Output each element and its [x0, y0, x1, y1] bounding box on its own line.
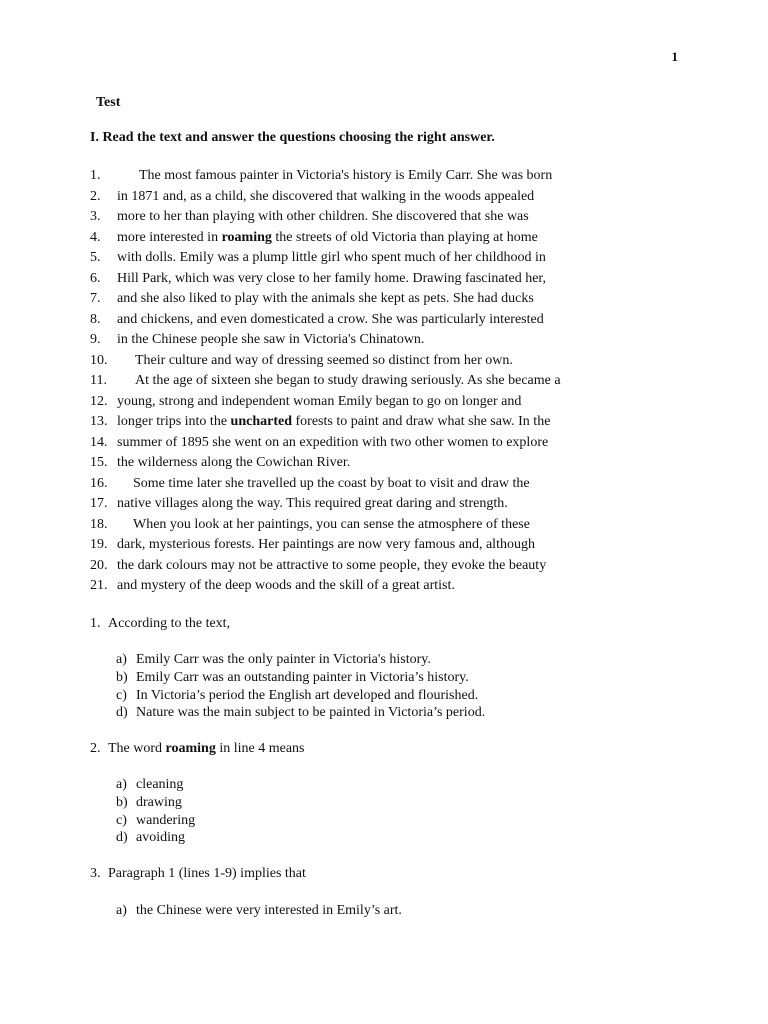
line-number: 21.: [90, 578, 108, 593]
option-letter: c): [116, 687, 127, 703]
line-text: the wilderness along the Cowichan River.: [117, 455, 351, 470]
passage-line: [90, 330, 710, 351]
passage-line: [90, 474, 710, 495]
line-text: and mystery of the deep woods and the skill of a great artist.: [117, 578, 455, 593]
line-text: At the age of sixteen she began to study drawing seriously. As she became a: [135, 373, 561, 388]
answer-option-a[interactable]: [116, 776, 195, 794]
option-letter: a): [116, 903, 127, 918]
test-title: Test: [96, 95, 121, 110]
option-letter: a): [116, 777, 127, 792]
option-letter: b): [116, 794, 128, 810]
line-number: 14.: [90, 434, 108, 450]
page-number: 1: [671, 49, 678, 64]
line-number: 12.: [90, 393, 108, 409]
passage-line: [90, 494, 710, 515]
option-letter: c): [116, 812, 127, 828]
question-text: The word roaming in line 4 means: [108, 741, 305, 756]
option-text: avoiding: [136, 830, 185, 846]
line-text: more interested in roaming the streets of old Victoria than playing at home: [117, 229, 538, 245]
bold-word-roaming: roaming: [165, 741, 216, 756]
line-number: 16.: [90, 475, 108, 491]
passage-line: [90, 535, 710, 556]
question-3-options: [116, 902, 402, 920]
answer-option-a[interactable]: [116, 651, 485, 669]
answer-option-c[interactable]: [116, 687, 485, 705]
line-number: 5.: [90, 250, 101, 265]
option-letter: a): [116, 652, 127, 667]
line-number: 10.: [90, 352, 108, 368]
passage-line: [90, 166, 710, 187]
answer-option-b[interactable]: [116, 669, 485, 687]
line-number: 15.: [90, 455, 108, 470]
line-text: young, strong and independent woman Emily began to go on longer and: [117, 393, 522, 409]
line-number: 4.: [90, 229, 101, 245]
question-number: 2.: [90, 741, 101, 756]
option-text: Nature was the main subject to be painted in Victoria’s period.: [136, 705, 486, 721]
passage-line: [90, 392, 710, 413]
passage-line: [90, 576, 710, 597]
line-text: The most famous painter in Victoria's history is Emily Carr. She was born: [139, 168, 553, 183]
option-text: drawing: [136, 794, 182, 810]
passage-line: [90, 556, 710, 577]
option-letter: b): [116, 669, 128, 685]
reading-passage: [90, 166, 710, 597]
line-text: Hill Park, which was very close to her family home. Drawing fascinated her,: [117, 270, 547, 286]
line-number: 17.: [90, 496, 108, 511]
line-text: Their culture and way of dressing seemed so distinct from her own.: [135, 352, 513, 368]
question-2-options: [116, 776, 195, 847]
question-text: According to the text,: [108, 616, 231, 631]
option-text: Emily Carr was the only painter in Victoria's history.: [136, 652, 431, 667]
option-text: cleaning: [136, 777, 184, 792]
line-number: 1.: [90, 168, 101, 183]
line-text: summer of 1895 she went on an expedition with two other women to explore: [117, 434, 549, 450]
passage-line: [90, 371, 710, 392]
passage-line: [90, 187, 710, 208]
line-text: with dolls. Emily was a plump little girl who spent much of her childhood in: [117, 250, 546, 265]
option-letter: d): [116, 705, 128, 721]
line-text: dark, mysterious forests. Her paintings are now very famous and, although: [117, 537, 535, 552]
passage-line: [90, 433, 710, 454]
line-text: When you look at her paintings, you can sense the atmosphere of these: [133, 516, 530, 532]
line-number: 13.: [90, 414, 108, 429]
passage-line: [90, 310, 710, 331]
answer-option-d[interactable]: [116, 704, 485, 722]
line-number: 19.: [90, 537, 108, 552]
line-text: in the Chinese people she saw in Victoria's Chinatown.: [117, 332, 425, 347]
answer-option-b[interactable]: [116, 794, 195, 812]
line-number: 2.: [90, 188, 101, 204]
line-text: and she also liked to play with the animals she kept as pets. She had ducks: [117, 291, 534, 306]
question-number: 1.: [90, 616, 101, 631]
line-number: 6.: [90, 270, 101, 286]
answer-option-a[interactable]: [116, 902, 402, 920]
question-1-options: [116, 651, 485, 722]
line-text: native villages along the way. This required great daring and strength.: [117, 496, 508, 511]
option-text: wandering: [136, 812, 196, 828]
line-number: 20.: [90, 557, 108, 573]
option-text: In Victoria’s period the English art developed and flourished.: [136, 687, 479, 703]
bold-word-uncharted: uncharted: [230, 414, 292, 429]
option-text: Emily Carr was an outstanding painter in Victoria’s history.: [136, 669, 469, 685]
line-text: the dark colours may not be attractive to some people, they evoke the beauty: [117, 557, 547, 573]
line-number: 8.: [90, 311, 101, 327]
passage-line: [90, 453, 710, 474]
line-text: Some time later she travelled up the coast by boat to visit and draw the: [133, 475, 530, 491]
passage-line: [90, 289, 710, 310]
section-instruction: I. Read the text and answer the questions choosing the right answer.: [90, 130, 495, 145]
line-text: and chickens, and even domesticated a crow. She was particularly interested: [117, 311, 544, 327]
passage-line: [90, 269, 710, 290]
passage-line: [90, 207, 710, 228]
line-number: 9.: [90, 332, 101, 347]
question-number: 3.: [90, 866, 101, 881]
line-text: more to her than playing with other children. She discovered that she was: [117, 209, 529, 224]
line-text: longer trips into the uncharted forests to paint and draw what she saw. In the: [117, 414, 551, 429]
line-number: 11.: [90, 373, 107, 388]
passage-line: [90, 412, 710, 433]
passage-line: [90, 351, 710, 372]
question-text: Paragraph 1 (lines 1-9) implies that: [108, 866, 306, 881]
passage-line: [90, 248, 710, 269]
passage-line: [90, 515, 710, 536]
answer-option-d[interactable]: [116, 829, 195, 847]
line-number: 3.: [90, 209, 101, 224]
option-text: the Chinese were very interested in Emily’s art.: [136, 903, 402, 918]
line-text: in 1871 and, as a child, she discovered that walking in the woods appealed: [117, 188, 535, 204]
question-1: [90, 616, 230, 632]
passage-line: [90, 228, 710, 249]
answer-option-c[interactable]: [116, 812, 195, 830]
bold-word-roaming: roaming: [221, 229, 272, 245]
question-3: [90, 866, 306, 882]
line-number: 7.: [90, 291, 101, 306]
option-letter: d): [116, 830, 128, 846]
line-number: 18.: [90, 516, 108, 532]
question-2: [90, 741, 305, 757]
